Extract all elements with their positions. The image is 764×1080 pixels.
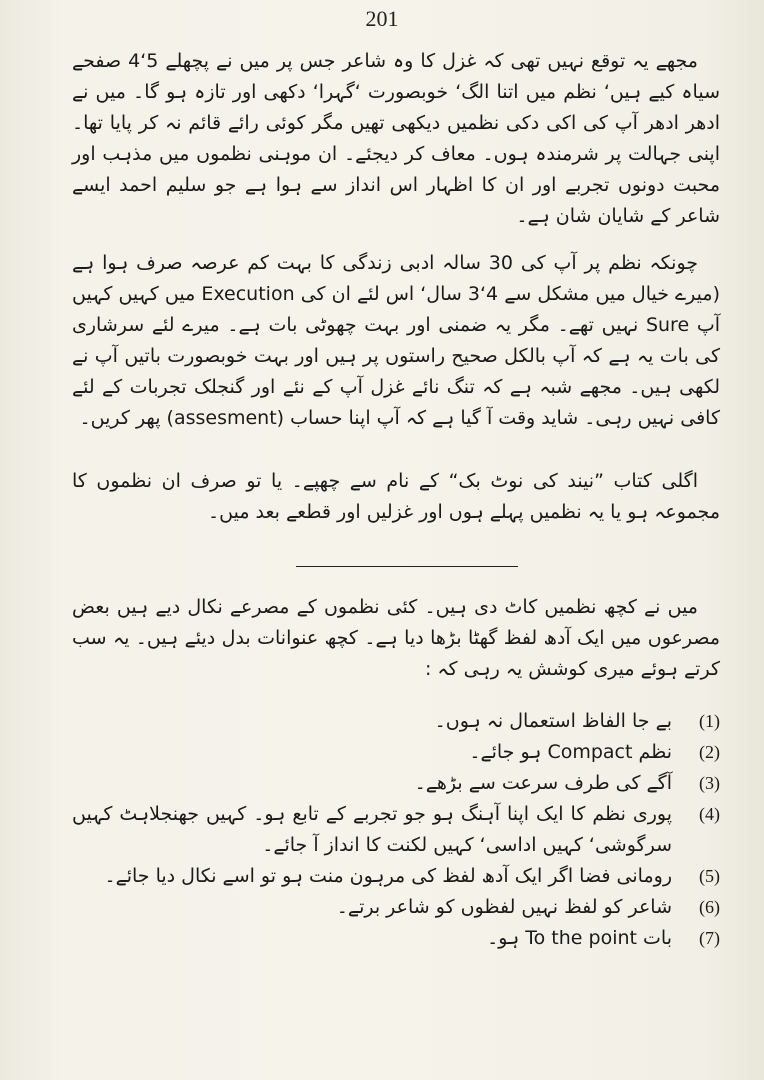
list-item-text: آگے کی طرف سرعت سے بڑھے۔ xyxy=(414,772,672,794)
list-item-number: (4) xyxy=(699,804,720,824)
list-item xyxy=(72,861,720,892)
list-item-number: (3) xyxy=(699,773,720,793)
list-item-text: نظم Compact ہو جائے۔ xyxy=(469,741,672,763)
paragraph-text: چونکہ نظم پر آپ کی 30 سالہ ادبی زندگی کا بہت کم عرصہ صرف ہوا ہے (میرے خیال میں مشکل سے 4‘3 سال‘ اس لئے ان کی Execution میں کہیں کہیں آپ Sure نہیں تھے۔ مگر یہ ضمنی اور بہت چھوٹی بات ہے۔ میرے لئے سرشاری کی بات یہ ہے کہ آپ بالکل صحیح راستوں پر ہیں اور بہت خوبصورت باتیں آپ نے لکھی ہیں۔ مجھے شبہ ہے کہ تنگ نائے غزل آپ کے نئے اور گنجلک تجربات کے لئے کافی نہیں رہی۔ شاید وقت آ گیا ہے کہ آپ اپنا حساب (assesment) پھر کریں۔ xyxy=(72,252,720,429)
paragraph-text: اگلی کتاب ”نیند کی نوٹ بک“ کے نام سے چھپے۔ یا تو صرف ان نظموں کا مجموعہ ہو یا یہ نظمیں پہلے ہوں اور غزلیں اور قطعے بعد میں۔ xyxy=(72,470,720,523)
list-item-number: (7) xyxy=(699,928,720,948)
paragraph-4 xyxy=(72,592,720,685)
list-item-text: بات To the point ہو۔ xyxy=(487,927,672,949)
paragraph-3 xyxy=(72,466,720,528)
paragraph-1 xyxy=(72,46,720,232)
paragraph-2 xyxy=(72,248,720,434)
paragraph-text: مجھے یہ توقع نہیں تھی کہ غزل کا وہ شاعر جس پر میں نے پچھلے 5‘4 صفحے سیاہ کیے ہیں‘ نظم میں اتنا الگ‘ خوبصورت ‘گہرا‘ دکھی اور تازہ ہو گا۔ میں نے ادھر ادھر آپ کی اکی دکی نظمیں دیکھی تھیں مگر کوئی رائے قائم نہ کر پایا تھا۔ اپنی جہالت پر شرمندہ ہوں۔ معاف کر دیجئے۔ ان موہنی نظموں میں مذہب اور محبت دونوں تجربے اور ان کا اظہار اس انداز سے ہوا ہے جو سلیم احمد ایسے شاعر کے شایان شان ہے۔ xyxy=(72,50,720,227)
list-item-number: (5) xyxy=(699,866,720,886)
list-item-text: شاعر کو لفظ نہیں لفظوں کو شاعر برتے۔ xyxy=(336,896,672,918)
list-item-text: پوری نظم کا ایک اپنا آہنگ ہو جو تجربے کے تابع ہو۔ کہیں جھنجلاہٹ کہیں سرگوشی‘ کہیں اداسی‘ کہیں لکنت کا انداز آ جائے۔ xyxy=(72,803,672,856)
list-item xyxy=(72,706,720,737)
list-item-number: (6) xyxy=(699,897,720,917)
list-item xyxy=(72,737,720,768)
paragraph-text: میں نے کچھ نظمیں کاٹ دی ہیں۔ کئی نظموں کے مصرعے نکال دیے ہیں بعض مصرعوں میں ایک آدھ لفظ گھٹا بڑھا دیا ہے۔ کچھ عنوانات بدل دیئے ہیں۔ یہ سب کرتے ہوئے میری کوشش یہ رہی کہ : xyxy=(72,596,720,680)
list-item-number: (2) xyxy=(699,742,720,762)
list-item xyxy=(72,892,720,923)
page-number: 201 xyxy=(365,6,399,31)
list-item xyxy=(72,923,720,954)
numbered-list xyxy=(72,706,720,954)
list-item-number: (1) xyxy=(699,711,720,731)
list-item xyxy=(72,768,720,799)
list-item-text: رومانی فضا اگر ایک آدھ لفظ کی مرہون منت ہو تو اسے نکال دیا جائے۔ xyxy=(104,865,672,887)
list-item-text: بے جا الفاظ استعمال نہ ہوں۔ xyxy=(434,710,672,732)
section-divider xyxy=(296,566,518,567)
list-item xyxy=(72,799,720,861)
